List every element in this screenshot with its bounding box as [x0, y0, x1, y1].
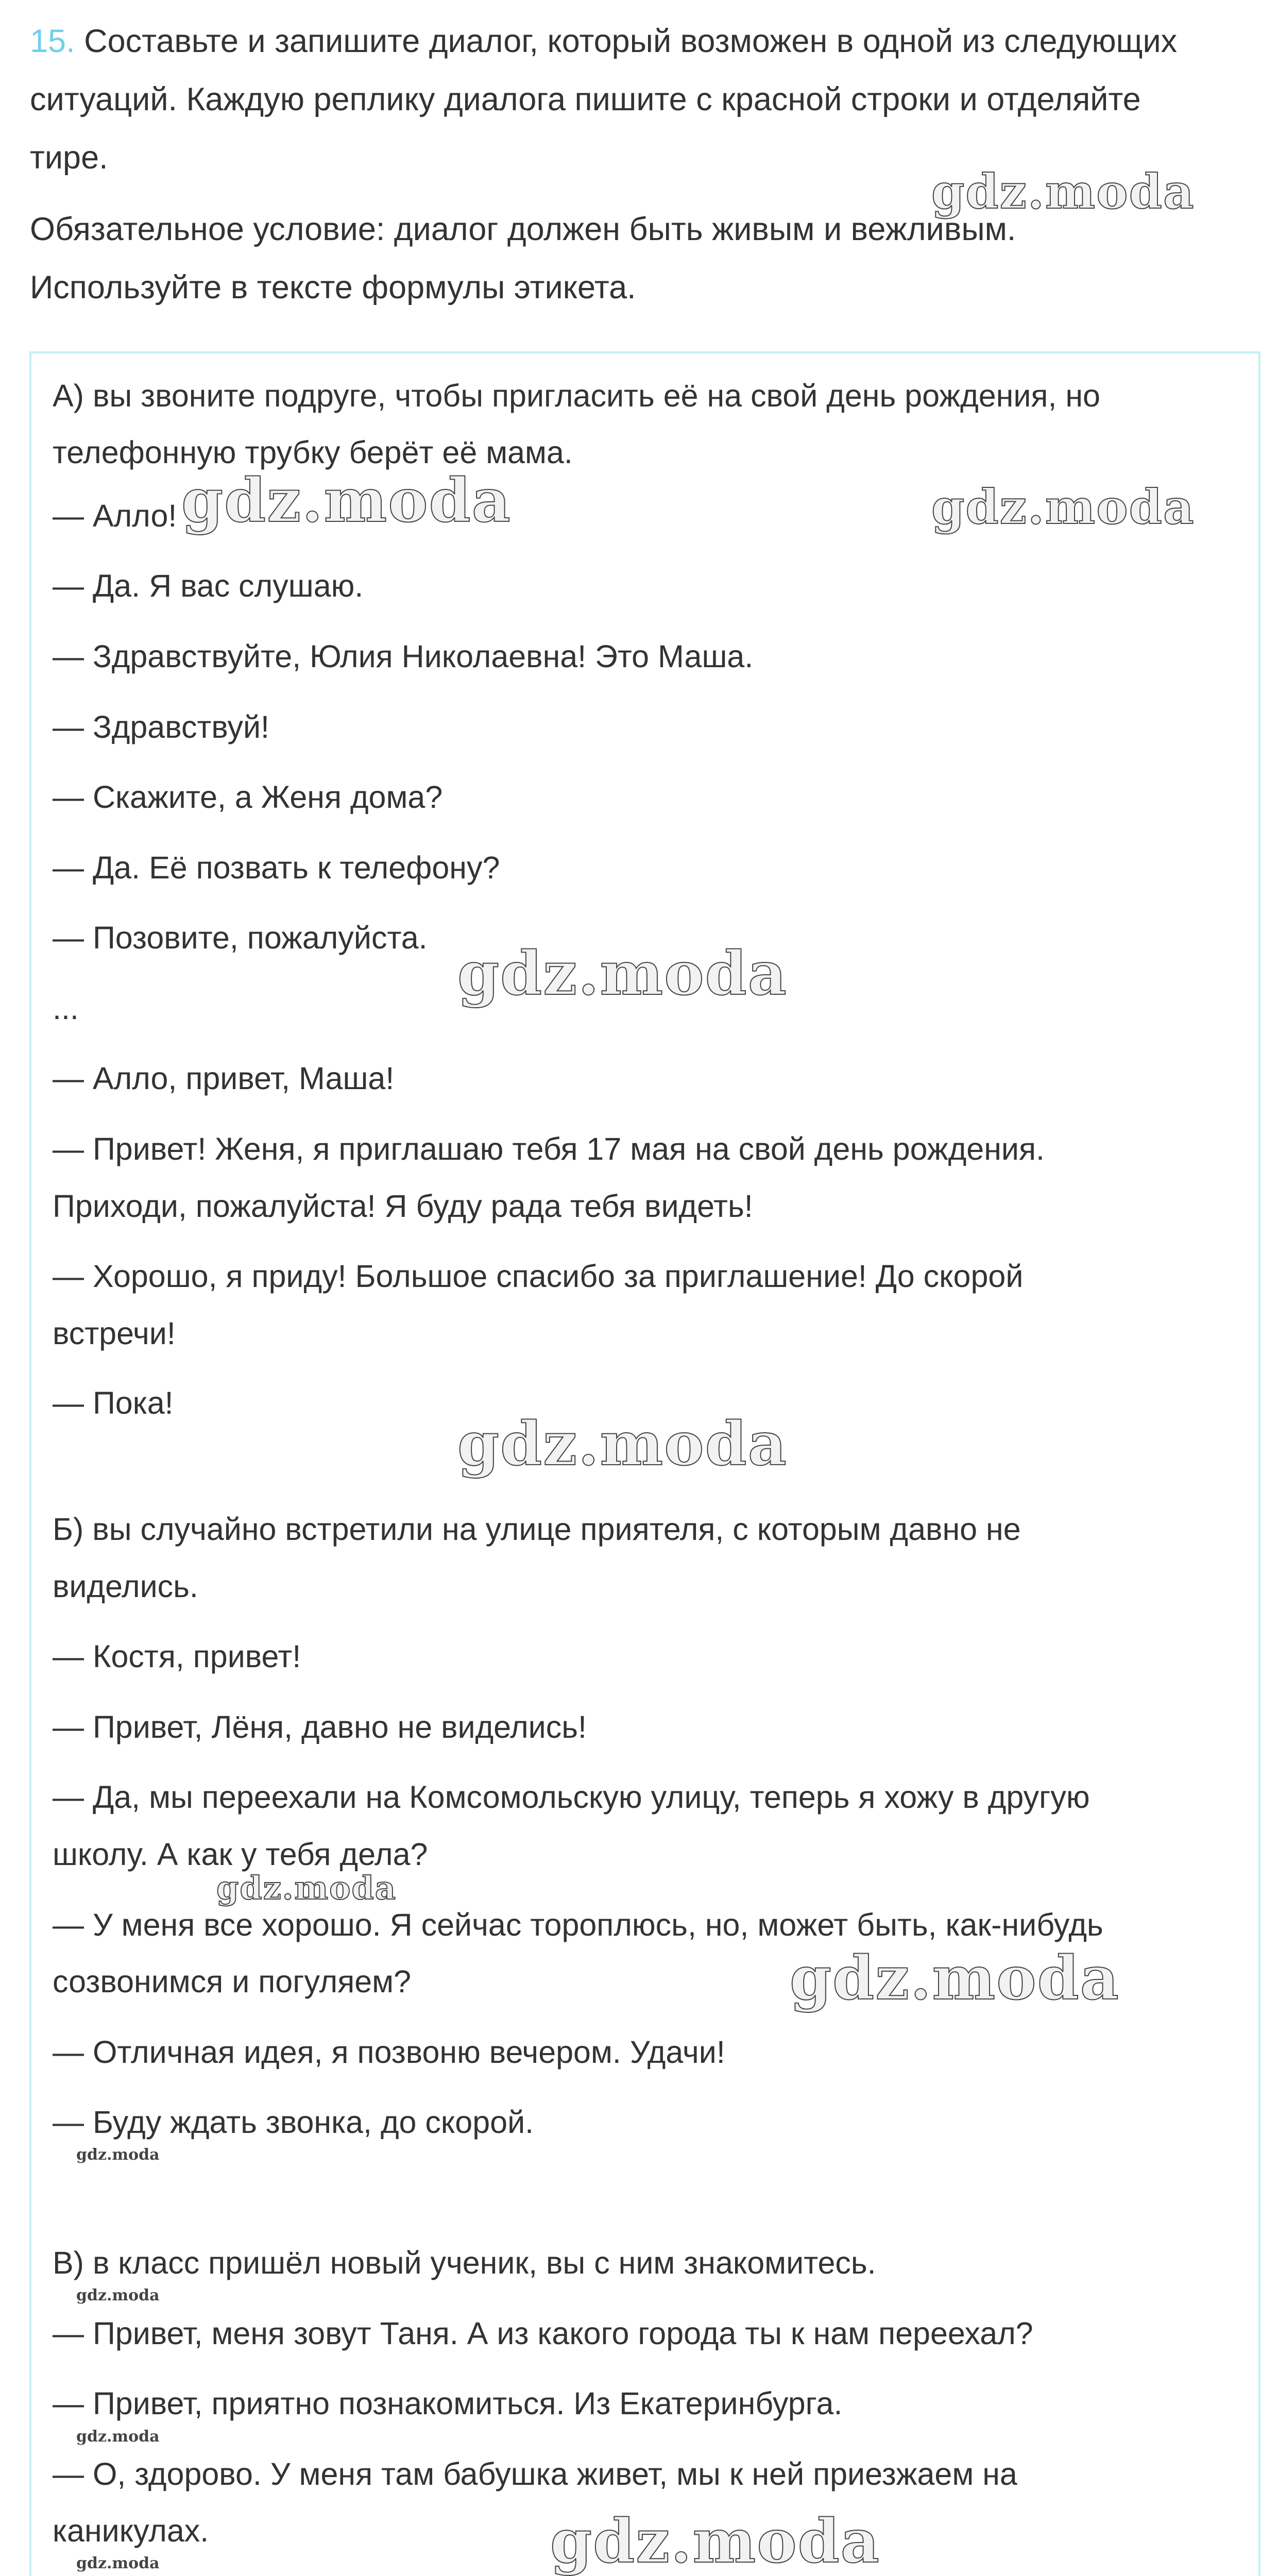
task-text: Составьте и запишите диалог, который возможен в одной из следующих [84, 23, 1178, 59]
watermark: gdz.moda [931, 164, 1195, 219]
watermark: gdz.moda [931, 479, 1195, 535]
answer-line: — Привет, Лёня, давно не виделись! [53, 1709, 587, 1744]
answer-line: — О, здорово. У меня там бабушка живет, мы к ней приезжаем на [53, 2456, 1017, 2492]
task-line-1 [30, 12, 1251, 71]
watermark: gdz.moda [76, 2554, 160, 2572]
answer-line: — Да, мы переехали на Комсомольскую улицу, теперь я хожу в другую [53, 1780, 1090, 1815]
watermark: gdz.moda [216, 1869, 397, 1907]
watermark: gdz.moda [76, 2428, 160, 2446]
answer-line: телефонную трубку берёт её мама. [53, 435, 573, 470]
task-condition-1: Обязательное условие: диалог должен быть живым и вежливым. [30, 211, 1016, 247]
answer-line: Б) вы случайно встретили на улице приятеля, с которым давно не [53, 1512, 1021, 1547]
answer-line: — Костя, привет! [53, 1639, 301, 1674]
answer-line: — Да. Её позвать к телефону? [53, 850, 500, 885]
answer-line: — Привет, приятно познакомиться. Из Екатеринбурга. [53, 2386, 843, 2421]
answer-line: каникулах. [53, 2513, 209, 2548]
answer-line: — Привет! Женя, я приглашаю тебя 17 мая на свой день рождения. [53, 1131, 1045, 1166]
answer-line: — Пока! [53, 1385, 174, 1420]
watermark: gdz.moda [457, 1409, 788, 1479]
answer-line: — Здравствуй! [53, 709, 269, 744]
answer-line: В) в класс пришёл новый ученик, вы с ним знакомитесь. [53, 2245, 876, 2280]
answer-line: виделись. [53, 1569, 198, 1604]
answer-line: ... [53, 991, 79, 1026]
answer-line: — Позовите, пожалуйста. [53, 920, 428, 955]
answer-line: — Скажите, а Женя дома? [53, 779, 443, 815]
task-line-2: ситуаций. Каждую реплику диалога пишите с красной строки и отделяйте [30, 81, 1141, 117]
answer-line: — Отличная идея, я позвоню вечером. Удачи! [53, 2035, 725, 2070]
answer-line: А) вы звоните подруге, чтобы пригласить её на свой день рождения, но [53, 378, 1100, 413]
answer-line: — Да. Я вас слушаю. [53, 568, 364, 603]
answer-line: — Привет, меня зовут Таня. А из какого города ты к нам переехал? [53, 2316, 1033, 2351]
answer-line: — Хорошо, я приду! Большое спасибо за приглашение! До скорой [53, 1259, 1024, 1294]
answer-line: созвонимся и погуляем? [53, 1964, 412, 1999]
answer-line: школу. А как у тебя дела? [53, 1837, 428, 1872]
watermark: gdz.moda [181, 466, 512, 536]
task-line-3: тире. [30, 140, 108, 176]
watermark: gdz.moda [457, 939, 788, 1009]
answer-line: встречи! [53, 1316, 176, 1351]
task-condition-2: Используйте в тексте формулы этикета. [30, 269, 636, 306]
answer-line: — Буду ждать звонка, до скорой. [53, 2105, 534, 2140]
watermark: gdz.moda [76, 2286, 160, 2304]
watermark: gdz.moda [550, 2506, 880, 2576]
watermark: gdz.moda [790, 1943, 1120, 2013]
answer-line: Приходи, пожалуйста! Я буду рада тебя видеть! [53, 1189, 753, 1224]
answer-line: — Алло, привет, Маша! [53, 1061, 395, 1096]
task-number: 15. [30, 23, 75, 59]
answer-line: — Алло! [53, 498, 177, 533]
answer-line: — Здравствуйте, Юлия Николаевна! Это Маша. [53, 639, 754, 674]
answer-line: — У меня все хорошо. Я сейчас тороплюсь, но, может быть, как-нибудь [53, 1907, 1103, 1942]
watermark: gdz.moda [76, 2146, 160, 2164]
